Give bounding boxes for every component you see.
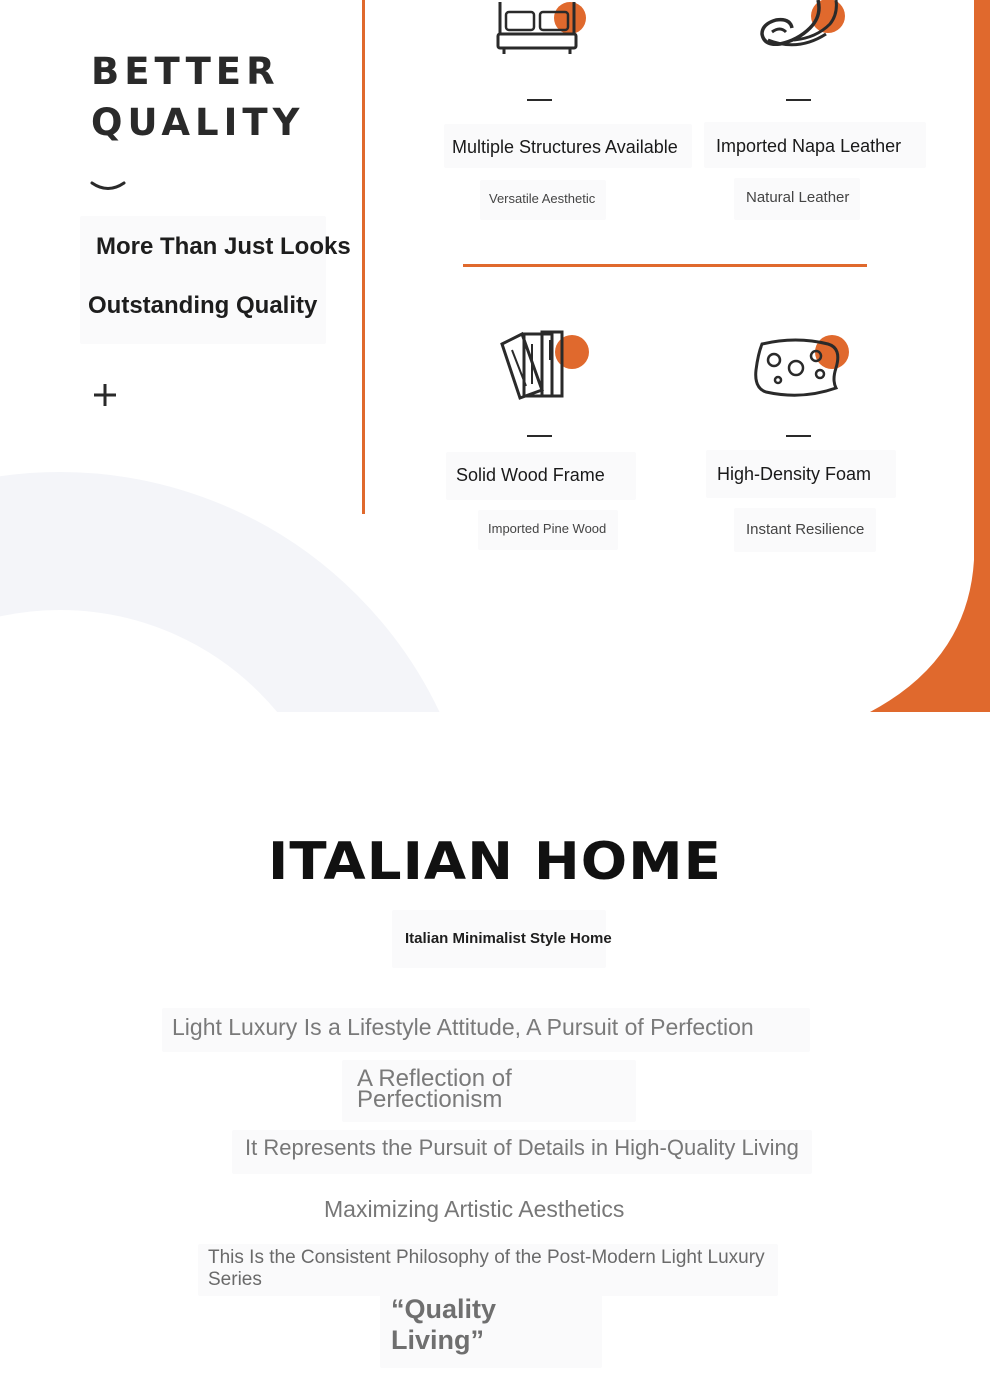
brand-subtitle: Italian Minimalist Style Home <box>405 930 612 947</box>
bed-icon <box>494 0 590 56</box>
feature-title: Multiple Structures Available <box>452 137 678 157</box>
feature-subtitle: Instant Resilience <box>746 521 865 538</box>
plus-icon[interactable] <box>93 383 117 407</box>
philosophy-line: Maximizing Artistic Aesthetics <box>324 1196 625 1222</box>
brand-title: ITALIAN HOME <box>268 832 722 892</box>
heading-better: BETTER <box>91 50 280 93</box>
vertical-divider <box>362 0 365 514</box>
feature-title: Solid Wood Frame <box>456 465 605 485</box>
feature-dash <box>786 99 811 101</box>
feature-title: Imported Napa Leather <box>716 136 902 156</box>
philosophy-line: A Reflection of Perfectionism <box>357 1065 512 1113</box>
philosophy-line: It Represents the Pursuit of Details in High-Quality Living <box>245 1135 799 1160</box>
quality-living-quote: “Quality Living” <box>391 1294 497 1355</box>
wood-planks-icon <box>498 330 594 402</box>
feature-subtitle: Versatile Aesthetic <box>489 191 596 206</box>
feature-dash <box>527 99 552 101</box>
feature-title: High-Density Foam <box>717 464 872 484</box>
smile-icon <box>90 180 126 194</box>
horizontal-divider <box>463 264 867 267</box>
leather-roll-icon <box>758 0 850 52</box>
feature-dash <box>786 435 811 437</box>
heading-quality: QUALITY <box>91 101 305 144</box>
feature-dash <box>527 435 552 437</box>
philosophy-line: This Is the Consistent Philosophy of the Post-Modern Light Luxury Series <box>208 1247 765 1290</box>
tagline-more-than-looks: More Than Just Looks <box>96 233 351 260</box>
feature-subtitle: Natural Leather <box>746 189 850 206</box>
foam-sponge-icon <box>752 334 852 400</box>
feature-subtitle: Imported Pine Wood <box>488 521 607 536</box>
tagline-outstanding-quality: Outstanding Quality <box>88 292 318 319</box>
philosophy-line: Light Luxury Is a Lifestyle Attitude, A Pursuit of Perfection <box>172 1014 754 1040</box>
